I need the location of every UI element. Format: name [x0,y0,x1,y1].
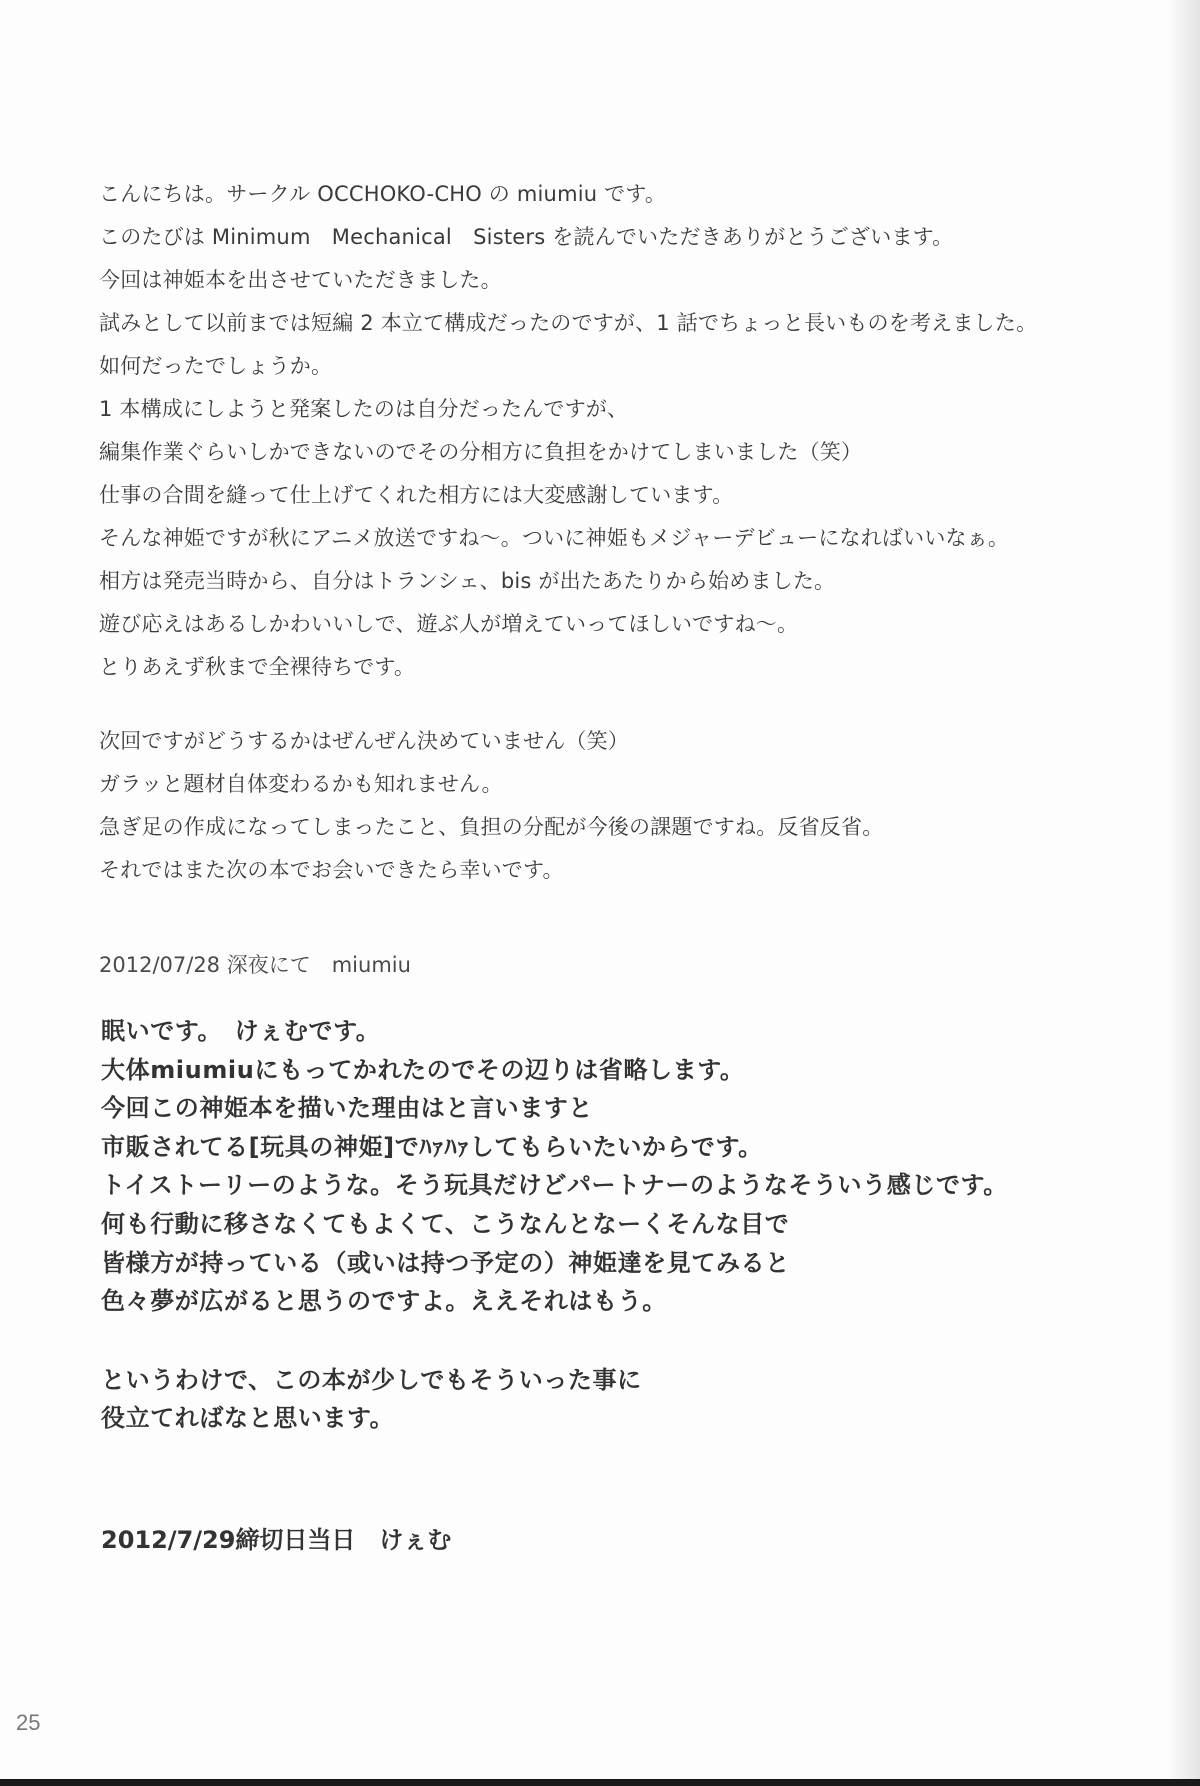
signature-keemu: 2012/7/29締切日当日 けぇむ [101,1526,452,1554]
paragraph-gap [99,689,1159,720]
paragraph-gap [101,1321,1161,1361]
text-line: 何も行動に移さなくてもよくて、こうなんとなーくそんな目で [101,1209,790,1238]
text-line: 仕事の合間を縫って仕上げてくれた相方には大変感謝しています。 [99,483,734,507]
text-line: 試みとして以前までは短編 2 本立て構成だったのですが、1 話でちょっと長いものを考えました。 [99,311,1038,335]
text-line: 遊び応えはあるしかわいいしで、遊ぶ人が増えていってほしいですね～。 [99,612,799,636]
text-line: 如何だったでしょうか。 [99,354,333,378]
text-line: 編集作業ぐらいしかできないのでその分相方に負担をかけてしまいました（笑） [99,440,863,464]
signature-miumiu: 2012/07/28 深夜にて miumiu [99,953,411,977]
text-line: このたびは Minimum Mechanical Sisters を読んでいただきありがとうございます。 [99,225,954,249]
text-line: 市販されてる[玩具の神姫]でﾊｧﾊｧしてもらいたいからです。 [101,1132,763,1161]
text-line: 皆様方が持っている（或いは持つ予定の）神姫達を見てみると [101,1248,790,1277]
text-line: とりあえず秋まで全裸待ちです。 [99,655,416,679]
text-line: というわけで、この本が少しでもそういった事に [101,1365,642,1394]
text-line: それではまた次の本でお会いできたら幸いです。 [99,858,564,882]
text-line: トイストーリーのような。そう玩具だけどパートナーのようなそういう感じです。 [101,1171,1008,1200]
text-line: 大体miumiuにもってかれたのでその辺りは省略します。 [101,1055,745,1084]
page-edge-shadow [1166,0,1200,1786]
text-line: 相方は発売当時から、自分はトランシェ、bis が出たあたりから始めました。 [99,569,836,593]
page-number: 25 [16,1710,41,1735]
text-line: 次回ですがどうするかはぜんぜん決めていません（笑） [99,729,629,753]
text-line: 今回この神姫本を描いた理由はと言いますと [101,1094,593,1123]
text-line: そんな神姫ですが秋にアニメ放送ですね～。ついに神姫もメジャーデビューになればいいなぁ。 [99,526,1010,550]
text-line: 役立てればなと思います。 [101,1404,395,1433]
afterword-miumiu [99,173,1159,892]
scan-bottom-edge [0,1779,1200,1786]
text-line: 眠いです。 けぇむです。 [101,1017,381,1045]
text-line: 1 本構成にしようと発案したのは自分だったんですが、 [99,397,629,421]
text-line: 色々夢が広がると思うのですよ。ええそれはもう。 [101,1287,667,1316]
afterword-keemu [101,1012,1161,1438]
text-line: こんにちは。サークル OCCHOKO-CHO の miumiu です。 [99,182,667,206]
text-line: ガラッと題材自体変わるかも知れません。 [99,772,503,796]
text-line: 急ぎ足の作成になってしまったこと、負担の分配が今後の課題ですね。反省反省。 [99,815,884,839]
text-line: 今回は神姫本を出させていただきました。 [99,268,502,292]
